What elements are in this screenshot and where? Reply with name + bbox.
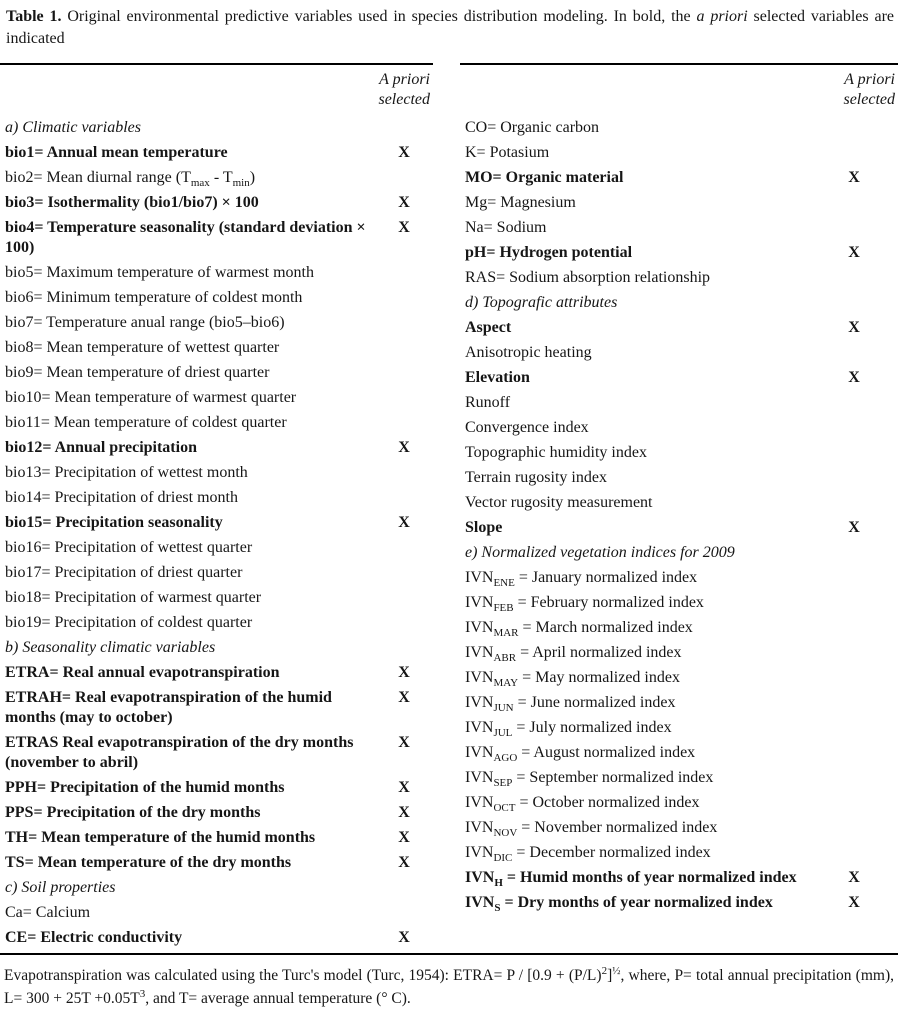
text-part: IVN (465, 894, 495, 911)
variable-label: e) Normalized vegetation indices for 2009 (465, 544, 735, 561)
variable-label: bio11= Mean temperature of coldest quarter (5, 414, 287, 431)
text-part: DIC (493, 852, 513, 865)
text-part: IVN (465, 619, 494, 636)
text-part: IVN (465, 794, 494, 811)
text-part: IVN (465, 719, 494, 736)
table-caption (6, 6, 894, 50)
text-part: a priori (696, 8, 748, 25)
a-priori-header-left (0, 70, 433, 110)
variable-label: CO= Organic carbon (465, 119, 600, 136)
table-row (0, 288, 433, 308)
text-part: = February normalized index (513, 594, 704, 611)
variable-label (460, 843, 810, 863)
text-part: 3 (139, 987, 146, 1000)
variable-label (460, 818, 810, 838)
variable-label: Anisotropic heating (465, 344, 592, 361)
table-row (0, 263, 433, 283)
variable-label: PPS= Precipitation of the dry months (5, 804, 261, 821)
variable-label: bio12= Annual precipitation (5, 439, 197, 456)
table-row (460, 793, 898, 813)
text-part: JUN (493, 702, 514, 715)
table-row (460, 568, 898, 588)
table-row (460, 643, 898, 663)
a-priori-selected-mark: X (398, 689, 410, 706)
text-part: IVN (465, 844, 494, 861)
table-row (0, 878, 433, 898)
table-row (460, 843, 898, 863)
table-row (460, 818, 898, 838)
table-row (0, 853, 433, 873)
text-part: IVN (465, 644, 494, 661)
text-part: S (494, 902, 501, 915)
header-line-1: A priori (379, 71, 430, 88)
a-priori-selected-mark: X (398, 804, 410, 821)
variable-label: bio3= Isothermality (bio1/bio7) × 100 (5, 194, 259, 211)
variable-label: bio7= Temperature anual range (bio5–bio6) (5, 314, 285, 331)
variable-label (0, 168, 375, 188)
table-row (460, 868, 898, 888)
text-part: max (190, 177, 210, 190)
text-part: ½ (612, 964, 621, 977)
table-row (460, 293, 898, 313)
table-row (460, 443, 898, 463)
variable-label: RAS= Sodium absorption relationship (465, 269, 711, 286)
a-priori-selected-mark: X (398, 219, 410, 236)
a-priori-selected-mark: X (848, 869, 860, 886)
variable-label: bio15= Precipitation seasonality (5, 514, 223, 531)
variable-label: bio9= Mean temperature of driest quarter (5, 364, 270, 381)
variable-label: bio18= Precipitation of warmest quarter (5, 589, 262, 606)
variable-label: Vector rugosity measurement (465, 494, 653, 511)
variable-label: a) Climatic variables (5, 119, 141, 136)
left-rows (0, 118, 433, 948)
text-part: 2 (601, 964, 608, 977)
table-row (460, 243, 898, 263)
variable-label: d) Topografic attributes (465, 294, 618, 311)
a-priori-selected-mark: X (398, 929, 410, 946)
text-part: = June normalized index (513, 694, 676, 711)
table-row (0, 413, 433, 433)
a-priori-selected-mark: X (398, 144, 410, 161)
table-row (460, 518, 898, 538)
a-priori-selected-mark: X (398, 439, 410, 456)
left-column (0, 63, 433, 953)
variable-label (460, 893, 810, 913)
text-part: = May normalized index (518, 669, 680, 686)
table-row (460, 318, 898, 338)
table-row (0, 313, 433, 333)
variable-label: K= Potasium (465, 144, 550, 161)
text-part: IVN (465, 744, 494, 761)
table-row (0, 903, 433, 923)
a-priori-selected-mark: X (398, 664, 410, 681)
table-row (0, 928, 433, 948)
variable-label: Elevation (465, 369, 530, 386)
table-row (0, 338, 433, 358)
table-row (460, 543, 898, 563)
a-priori-selected-mark: X (848, 169, 860, 186)
text-part: IVN (465, 569, 494, 586)
a-priori-selected-mark: X (848, 894, 860, 911)
a-priori-header-right (460, 70, 898, 110)
variable-label: bio8= Mean temperature of wettest quarter (5, 339, 280, 356)
table-row (460, 143, 898, 163)
variable-label: Mg= Magnesium (465, 194, 576, 211)
table-row (460, 718, 898, 738)
variable-label: bio16= Precipitation of wettest quarter (5, 539, 253, 556)
variable-label: bio5= Maximum temperature of warmest month (5, 264, 314, 281)
table-row (0, 588, 433, 608)
table-row (460, 218, 898, 238)
table-row (460, 618, 898, 638)
variable-label: Runoff (465, 394, 511, 411)
variable-label: bio10= Mean temperature of warmest quarter (5, 389, 297, 406)
table-row (460, 893, 898, 913)
variable-label: TS= Mean temperature of the dry months (5, 854, 292, 871)
text-part: IVN (465, 669, 494, 686)
table-row (460, 593, 898, 613)
variable-label: PPH= Precipitation of the humid months (5, 779, 285, 796)
table-row (0, 193, 433, 213)
a-priori-selected-mark: X (398, 734, 410, 751)
table-row (0, 688, 433, 728)
variable-label: Topographic humidity index (465, 444, 647, 461)
variable-label (460, 618, 810, 638)
a-priori-selected-mark: X (848, 519, 860, 536)
table-row (460, 168, 898, 188)
text-part: - T (209, 169, 233, 186)
variable-label: bio4= Temperature seasonality (standard deviation × 100) (5, 219, 366, 256)
variable-label (460, 643, 810, 663)
text-part: , where, P= total annual precipitation (mm), L= 300 + 25T +0.05T (4, 967, 894, 1007)
text-part: = August normalized index (517, 744, 696, 761)
table-row (0, 118, 433, 138)
table-row (460, 118, 898, 138)
a-priori-selected-mark: X (848, 319, 860, 336)
table-row (0, 168, 433, 188)
table-row (0, 218, 433, 258)
variable-label (460, 593, 810, 613)
table-row (460, 418, 898, 438)
a-priori-selected-mark: X (398, 514, 410, 531)
right-rows (460, 118, 898, 913)
table-row (0, 488, 433, 508)
text-part: = March normalized index (518, 619, 693, 636)
header-line-2: selected (843, 91, 895, 108)
text-part: = Humid months of year normalized index (502, 869, 797, 886)
variable-label: bio14= Precipitation of driest month (5, 489, 238, 506)
table-row (460, 668, 898, 688)
text-part: min (232, 177, 250, 190)
variable-label: ETRA= Real annual evapotranspiration (5, 664, 280, 681)
text-part: H (494, 877, 503, 890)
table-row (0, 733, 433, 773)
variable-label: bio17= Precipitation of driest quarter (5, 564, 243, 581)
variable-label (460, 568, 810, 588)
variable-label: Na= Sodium (465, 219, 547, 236)
variable-label: ETRAS Real evapotranspiration of the dry months (november to abril) (5, 734, 354, 771)
table-row (0, 828, 433, 848)
text-part: AGO (493, 752, 518, 765)
table-row (460, 768, 898, 788)
text-part: = September normalized index (512, 769, 714, 786)
text-part: = January normalized index (514, 569, 698, 586)
text-part: SEP (493, 777, 513, 790)
variable-label: bio19= Precipitation of coldest quarter (5, 614, 253, 631)
header-line-2: selected (378, 91, 430, 108)
text-part: JUL (493, 727, 513, 740)
variable-label (460, 743, 810, 763)
table-row (0, 438, 433, 458)
text-part: ABR (493, 652, 517, 665)
text-part: MAR (493, 627, 519, 640)
variable-label: c) Soil properties (5, 879, 116, 896)
table-row (0, 538, 433, 558)
a-priori-selected-mark: X (398, 194, 410, 211)
table-row (460, 343, 898, 363)
variable-label (460, 718, 810, 738)
text-part: IVN (465, 594, 494, 611)
table-row (460, 743, 898, 763)
text-part: = November normalized index (517, 819, 718, 836)
table-row (0, 513, 433, 533)
header-line-1: A priori (844, 71, 895, 88)
table-row (460, 368, 898, 388)
variable-label: pH= Hydrogen potential (465, 244, 633, 261)
table-row (0, 638, 433, 658)
text-part: IVN (465, 869, 495, 886)
variable-label: b) Seasonality climatic variables (5, 639, 216, 656)
table-row (0, 363, 433, 383)
variable-label: MO= Organic material (465, 169, 624, 186)
variable-label: Aspect (465, 319, 512, 336)
text-part: Evapotranspiration was calculated using the Turc's model (Turc, 1954): ETRA= P / [0.9 + (P/L) (4, 967, 602, 984)
table-row (460, 193, 898, 213)
table-body (0, 63, 898, 955)
text-part: = July normalized index (512, 719, 672, 736)
variable-label: bio6= Minimum temperature of coldest month (5, 289, 303, 306)
text-part: selected variables are indicated (6, 8, 895, 47)
a-priori-selected-mark: X (848, 244, 860, 261)
text-part: ) (249, 169, 256, 186)
text-part: NOV (493, 827, 518, 840)
table-row (0, 388, 433, 408)
text-part: = April normalized index (516, 644, 682, 661)
table-row (0, 613, 433, 633)
table-row (0, 463, 433, 483)
table-row (460, 468, 898, 488)
text-part: = October normalized index (515, 794, 700, 811)
variable-label (460, 868, 810, 888)
table-row (0, 143, 433, 163)
variable-label (460, 693, 810, 713)
table-footnote (4, 955, 894, 1010)
a-priori-selected-mark: X (398, 779, 410, 796)
text-part: ] (607, 967, 613, 984)
text-part: = December normalized index (512, 844, 711, 861)
table-row (460, 393, 898, 413)
a-priori-selected-mark: X (398, 829, 410, 846)
text-part: Table 1. (6, 8, 62, 25)
table-row (0, 803, 433, 823)
variable-label: CE= Electric conductivity (5, 929, 183, 946)
a-priori-selected-mark: X (398, 854, 410, 871)
variable-label: Convergence index (465, 419, 589, 436)
variable-label (460, 793, 810, 813)
right-column (460, 63, 898, 953)
text-part: OCT (493, 802, 516, 815)
table-row (0, 663, 433, 683)
table-row (460, 693, 898, 713)
text-part: IVN (465, 769, 494, 786)
text-part: MAY (493, 677, 519, 690)
variable-label: Ca= Calcium (5, 904, 91, 921)
text-part: FEB (493, 602, 514, 615)
text-part: = Dry months of year normalized index (500, 894, 773, 911)
text-part: Original environmental predictive variables used in species distribution modeling. In bold, the (61, 8, 697, 25)
variable-label: ETRAH= Real evapotranspiration of the humid months (may to october) (5, 689, 332, 726)
table-row (0, 778, 433, 798)
text-part: bio2= Mean diurnal range (T (5, 169, 191, 186)
table-row (460, 268, 898, 288)
variable-label: bio13= Precipitation of wettest month (5, 464, 248, 481)
a-priori-selected-mark: X (848, 369, 860, 386)
variable-label: Slope (465, 519, 503, 536)
variable-label (460, 668, 810, 688)
text-part: , and T= average annual temperature (° C). (145, 990, 411, 1007)
text-part: IVN (465, 819, 494, 836)
text-part: IVN (465, 694, 494, 711)
table-row (460, 493, 898, 513)
variable-label: TH= Mean temperature of the humid months (5, 829, 316, 846)
variable-label: bio1= Annual mean temperature (5, 144, 228, 161)
table-row (0, 563, 433, 583)
variable-label (460, 768, 810, 788)
variable-label: Terrain rugosity index (465, 469, 607, 486)
text-part: ENE (493, 577, 515, 590)
